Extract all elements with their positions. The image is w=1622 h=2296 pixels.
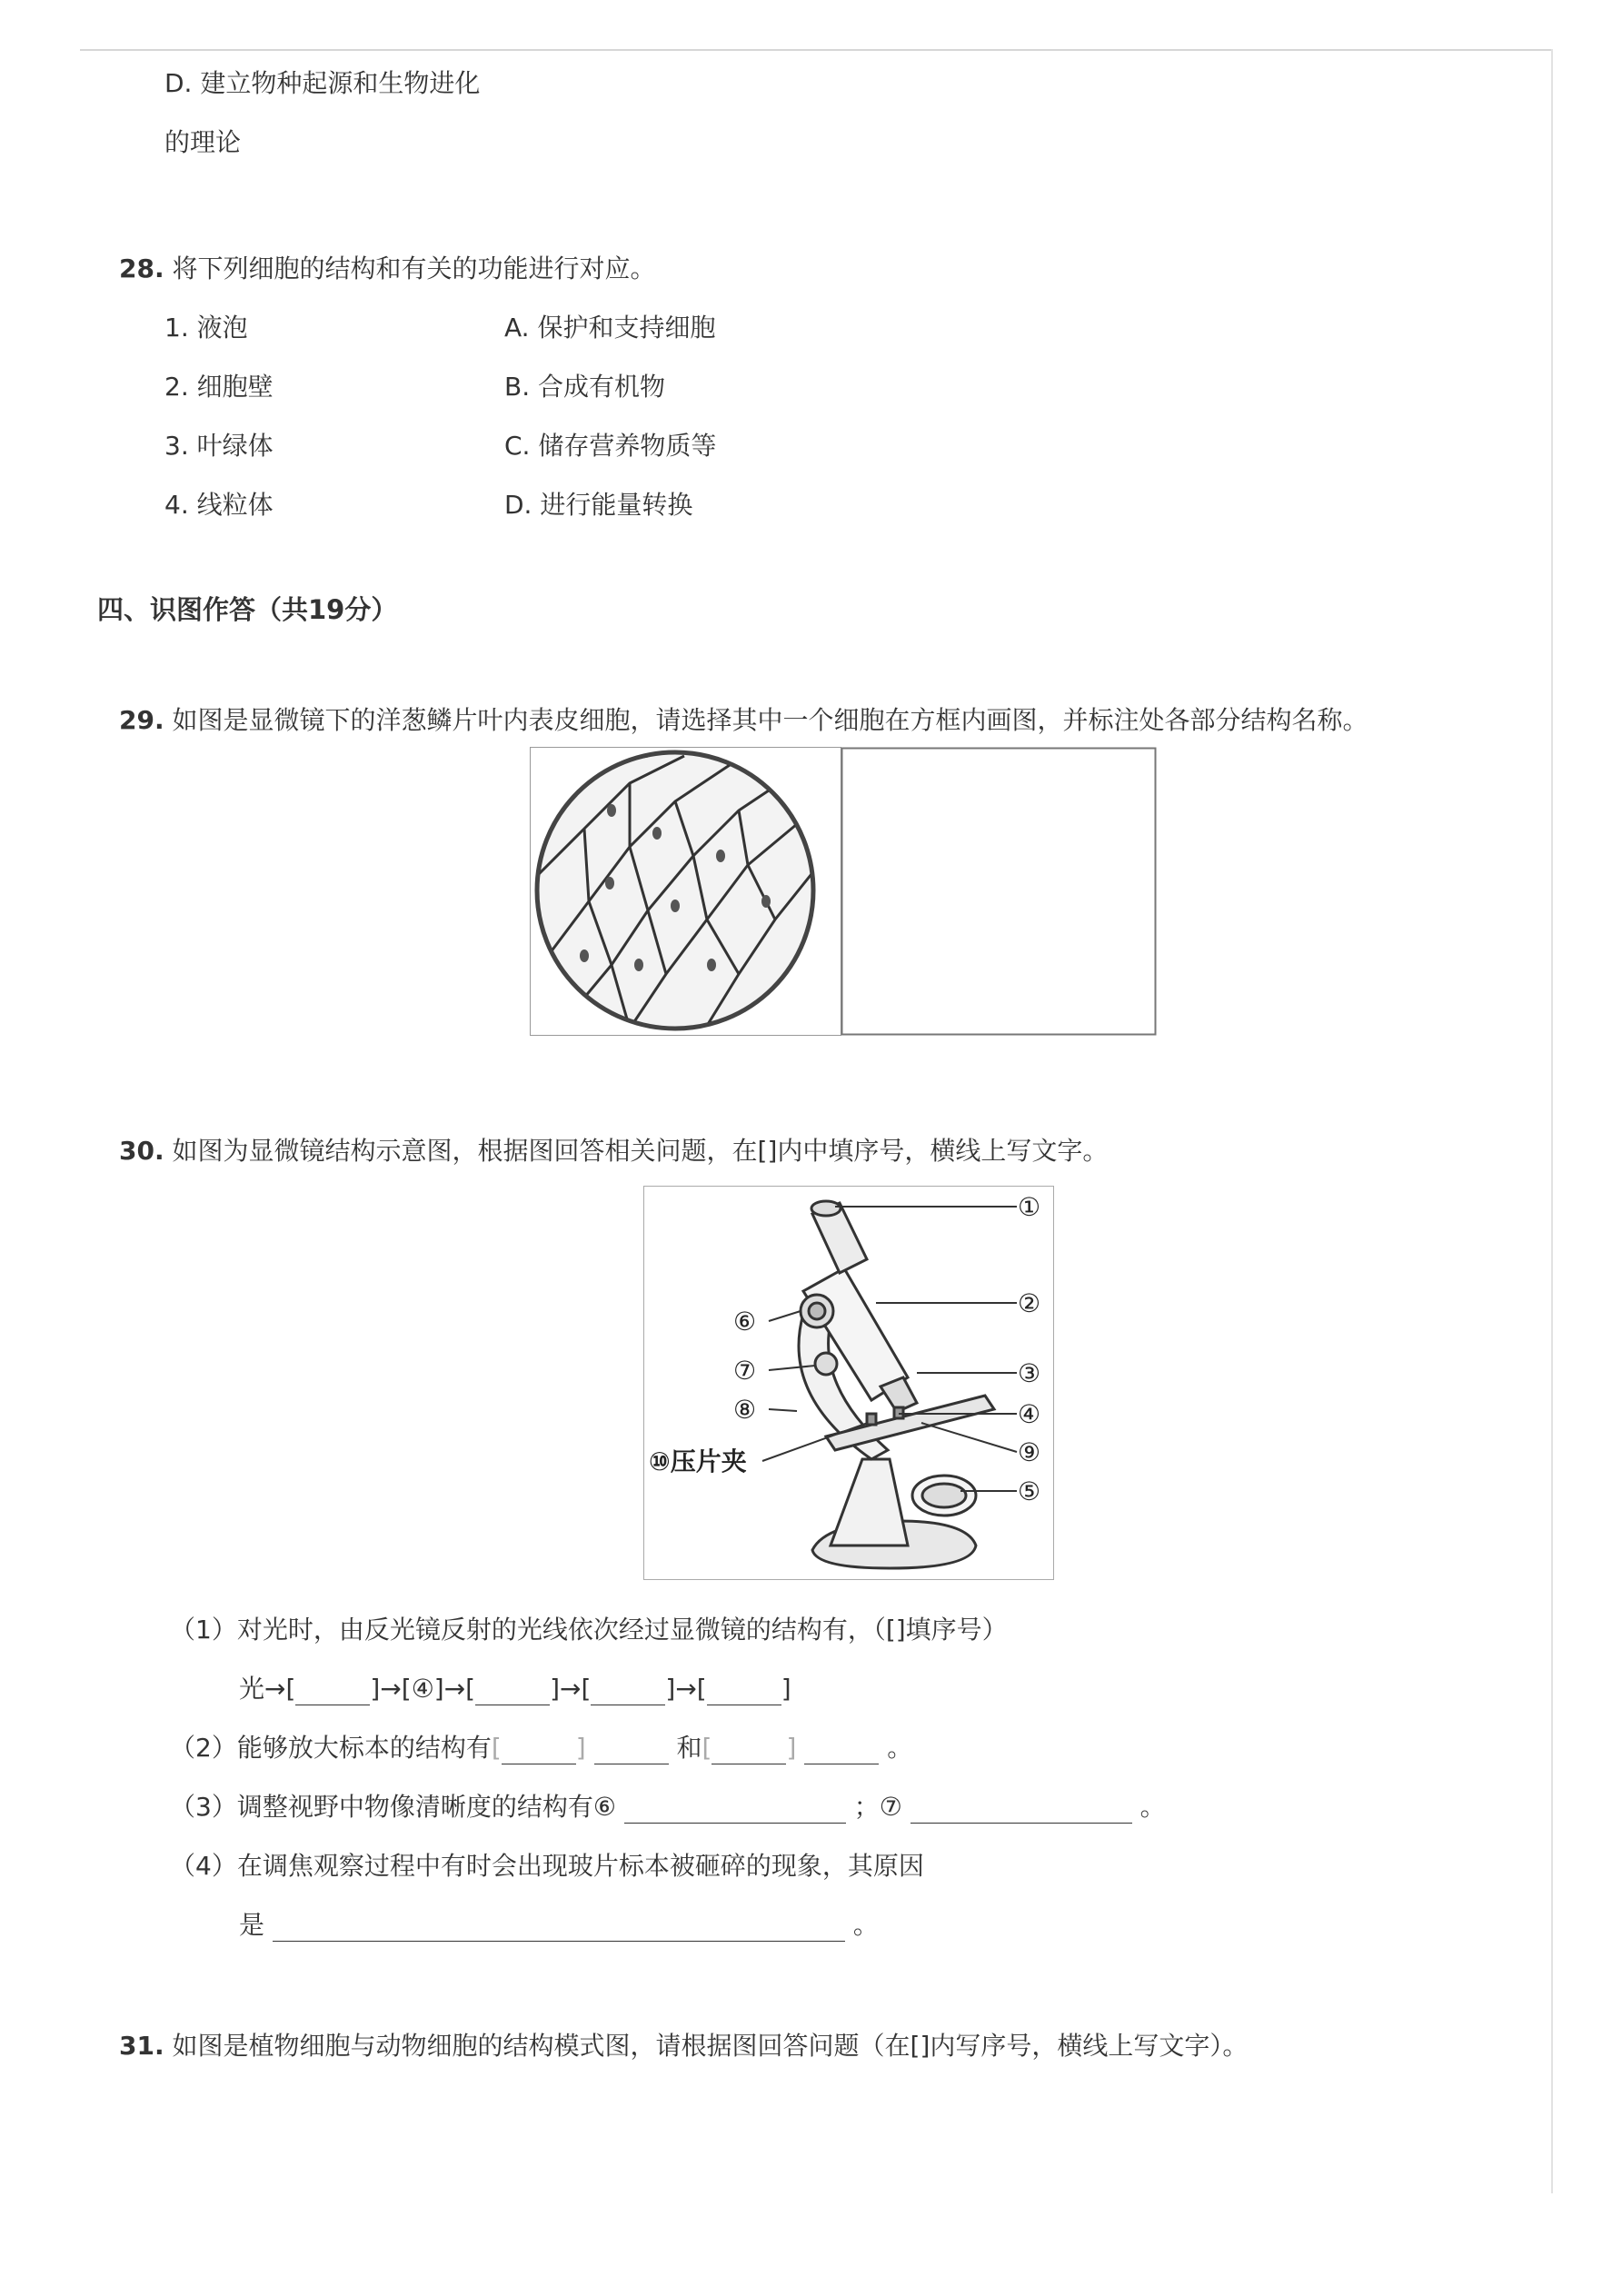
answer-blank[interactable] bbox=[502, 1738, 576, 1764]
q30-sub1-answer-line bbox=[239, 1673, 791, 1705]
q30-sub4 bbox=[170, 1850, 924, 1883]
question-number: 29. bbox=[119, 705, 164, 735]
arrow-start: 光→[ bbox=[239, 1674, 296, 1704]
arrow-close: ] bbox=[781, 1674, 791, 1704]
label-4: ④ bbox=[1018, 1399, 1041, 1429]
label-6: ⑥ bbox=[733, 1307, 757, 1337]
q28-right-item: C. 储存营养物质等 bbox=[504, 431, 717, 461]
onion-cells-figure bbox=[530, 747, 1157, 1036]
q28-left-item: 2. 细胞壁 bbox=[164, 372, 274, 402]
page-top-rule bbox=[80, 49, 1552, 51]
answer-blank[interactable] bbox=[624, 1797, 846, 1824]
sub-end: 。 bbox=[852, 1910, 879, 1940]
sub-text: 在调焦观察过程中有时会出现玻片标本被砸碎的现象，其原因 bbox=[236, 1851, 924, 1881]
answer-blank[interactable] bbox=[594, 1738, 669, 1764]
sub-end: 。 bbox=[1139, 1792, 1166, 1822]
q28-right-item: A. 保护和支持细胞 bbox=[504, 313, 716, 343]
question-number: 30. bbox=[119, 1136, 164, 1166]
answer-blank[interactable] bbox=[273, 1915, 845, 1942]
q30-sub2: （2）能够放大标本的结构有[ ] 和[ ] 。 bbox=[170, 1733, 913, 1763]
sub-number: （2） bbox=[170, 1733, 237, 1763]
label-7: ⑦ bbox=[733, 1356, 757, 1386]
sub-end: 。 bbox=[887, 1733, 913, 1763]
sub-text: 对光时，由反光镜反射的光线依次经过显微镜的结构有，（[]填序号） bbox=[236, 1615, 1008, 1645]
question-number: 31. bbox=[119, 2031, 164, 2061]
question-number: 28. bbox=[119, 253, 164, 283]
answer-blank[interactable] bbox=[707, 1679, 781, 1705]
label-3: ③ bbox=[1018, 1358, 1041, 1388]
q30-sub4-answer-line bbox=[239, 1909, 879, 1942]
label-1: ① bbox=[1018, 1192, 1041, 1222]
answer-blank[interactable] bbox=[475, 1679, 550, 1705]
q28-right-item: B. 合成有机物 bbox=[504, 372, 666, 402]
arrow-mid: ]→[ bbox=[550, 1674, 592, 1704]
question-30 bbox=[119, 1135, 1108, 1168]
label-9: ⑨ bbox=[1018, 1437, 1041, 1467]
q30-sub3 bbox=[170, 1791, 1166, 1824]
page-right-rule bbox=[1551, 49, 1553, 2193]
sub-number: （1） bbox=[170, 1615, 237, 1645]
answer-blank[interactable] bbox=[911, 1797, 1132, 1824]
label-5: ⑤ bbox=[1018, 1476, 1041, 1506]
sub-text: 调整视野中物像清晰度的结构有⑥ bbox=[236, 1792, 616, 1822]
sub-mid: ；⑦ bbox=[853, 1792, 902, 1822]
question-stem: 如图是显微镜下的洋葱鳞片叶内表皮细胞，请选择其中一个细胞在方框内画图，并标注处各部分结构名称。 bbox=[172, 705, 1368, 735]
q27-option-d-line1: D. 建立物种起源和生物进化 bbox=[164, 68, 481, 98]
question-stem: 将下列细胞的结构和有关的功能进行对应。 bbox=[172, 253, 656, 283]
q28-left-item: 3. 叶绿体 bbox=[164, 431, 274, 461]
answer-blank[interactable] bbox=[711, 1738, 786, 1764]
sub-number: （3） bbox=[170, 1792, 237, 1822]
arrow-fixed: ]→[④]→[ bbox=[370, 1674, 476, 1704]
microscope-figure bbox=[643, 1186, 1054, 1580]
q28-left-item: 4. 线粒体 bbox=[164, 490, 274, 520]
label-10: ⑩压片夹 bbox=[649, 1446, 747, 1476]
sub-number: （4） bbox=[170, 1851, 237, 1881]
label-8: ⑧ bbox=[733, 1395, 757, 1425]
q28-right-item: D. 进行能量转换 bbox=[504, 490, 693, 520]
answer-blank[interactable] bbox=[295, 1679, 370, 1705]
arrow-mid: ]→[ bbox=[665, 1674, 707, 1704]
sub-text: 能够放大标本的结构有 bbox=[236, 1733, 492, 1763]
q30-sub1 bbox=[170, 1614, 1008, 1646]
label-2: ② bbox=[1018, 1288, 1041, 1318]
sub-text: 是 bbox=[239, 1910, 265, 1940]
q28-left-item: 1. 液泡 bbox=[164, 313, 248, 343]
q27-option-d-line2: 的理论 bbox=[164, 127, 242, 157]
question-31 bbox=[119, 2030, 1248, 2062]
sub-and: 和 bbox=[676, 1733, 702, 1763]
question-28 bbox=[119, 253, 656, 285]
answer-blank[interactable] bbox=[804, 1738, 879, 1764]
answer-blank[interactable] bbox=[591, 1679, 665, 1705]
question-29 bbox=[119, 704, 1368, 737]
question-stem: 如图是植物细胞与动物细胞的结构模式图，请根据图回答问题（在[]内写序号，横线上写文字）。 bbox=[172, 2031, 1249, 2061]
question-stem: 如图为显微镜结构示意图，根据图回答相关问题，在[]内中填序号，横线上写文字。 bbox=[172, 1136, 1109, 1166]
section-title: 四、识图作答（共19分） bbox=[97, 594, 398, 625]
